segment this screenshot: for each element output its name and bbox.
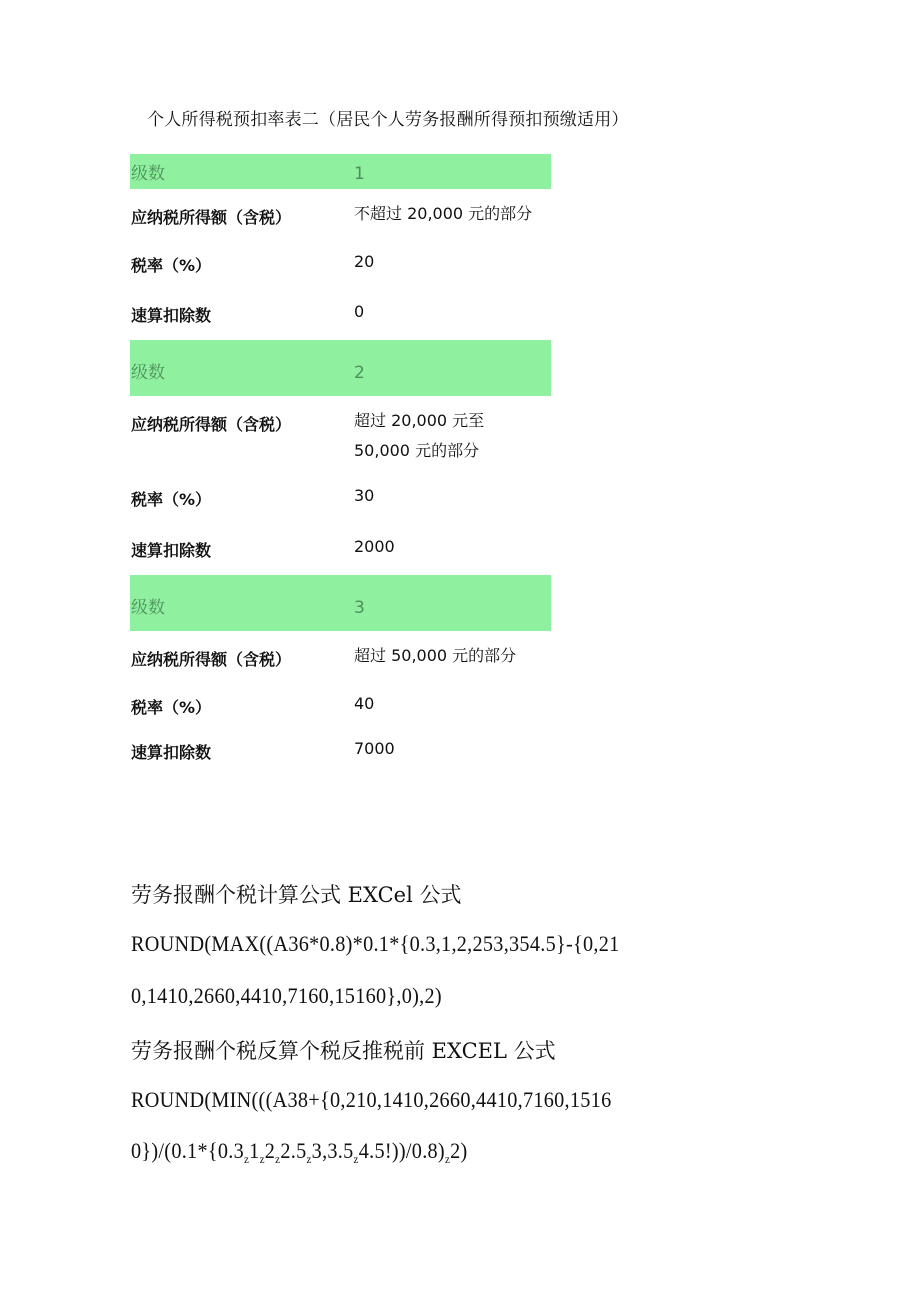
row-label: 速算扣除数 (131, 306, 212, 325)
formula-subscript: z (444, 1152, 451, 1166)
level-header-label: 级数 (131, 598, 165, 618)
level-header-label: 级数 (131, 363, 165, 383)
row-value: 2000 (354, 537, 395, 556)
row-label: 应纳税所得额（含税） (131, 208, 292, 227)
row-value: 超过 20,000 元至 (354, 411, 485, 430)
row-label: 应纳税所得额（含税） (131, 415, 292, 434)
row-label: 税率（%） (131, 698, 212, 717)
formula-subscript: z (259, 1152, 265, 1166)
formula-text: 2 (264, 1138, 276, 1163)
formula-line: ROUND(MIN(((A38+{0,210,1410,2660,4410,7160,1516 (131, 1087, 612, 1112)
formula-line (131, 1138, 468, 1167)
formula-text: 4.5!))/0.8) (358, 1138, 445, 1163)
formula-line: ROUND(MAX((A36*0.8)*0.1*{0.3,1,2,253,354.5}-{0,21 (131, 931, 620, 956)
level-header-2 (130, 340, 551, 396)
table-title: 个人所得税预扣率表二（居民个人劳务报酬所得预扣预缴适用） (147, 110, 629, 130)
level-header-value: 3 (354, 598, 365, 618)
row-label: 应纳税所得额（含税） (131, 650, 292, 669)
formula-text: 1 (249, 1138, 260, 1163)
row-value: 0 (354, 302, 365, 321)
row-value: 7000 (354, 739, 395, 758)
level-header-value: 1 (354, 164, 365, 184)
row-value: 不超过 20,000 元的部分 (354, 204, 533, 223)
row-label: 速算扣除数 (131, 743, 212, 762)
row-value: 40 (354, 694, 375, 713)
row-label: 速算扣除数 (131, 541, 212, 560)
formula-subscript: z (306, 1152, 312, 1166)
formula-text: 2) (450, 1138, 468, 1163)
row-value: 30 (354, 486, 375, 505)
level-header-3 (130, 575, 551, 631)
level-header-value: 2 (354, 363, 365, 383)
row-value: 20 (354, 252, 375, 271)
level-header-label: 级数 (131, 164, 165, 184)
formula-subscript: z (243, 1152, 250, 1166)
formula-subscript: z (275, 1152, 281, 1166)
formula-text: 0})/(0.1*{0.3 (131, 1138, 244, 1163)
formula-line: 0,1410,2660,4410,7160,15160},0),2) (131, 983, 442, 1008)
row-label: 税率（%） (131, 490, 212, 509)
row-value: 超过 50,000 元的部分 (354, 646, 517, 665)
section-heading: 劳务报酬个税计算公式 EXCel 公式 (131, 883, 462, 907)
row-value-line2: 50,000 元的部分 (354, 441, 480, 460)
level-header-1 (130, 154, 551, 189)
formula-text: 2.5 (280, 1138, 307, 1163)
row-label: 税率（%） (131, 256, 212, 275)
formula-subscript: z (353, 1152, 359, 1166)
formula-text: 3,3.5 (311, 1138, 354, 1163)
section-heading: 劳务报酬个税反算个税反推税前 EXCEL 公式 (131, 1039, 556, 1063)
